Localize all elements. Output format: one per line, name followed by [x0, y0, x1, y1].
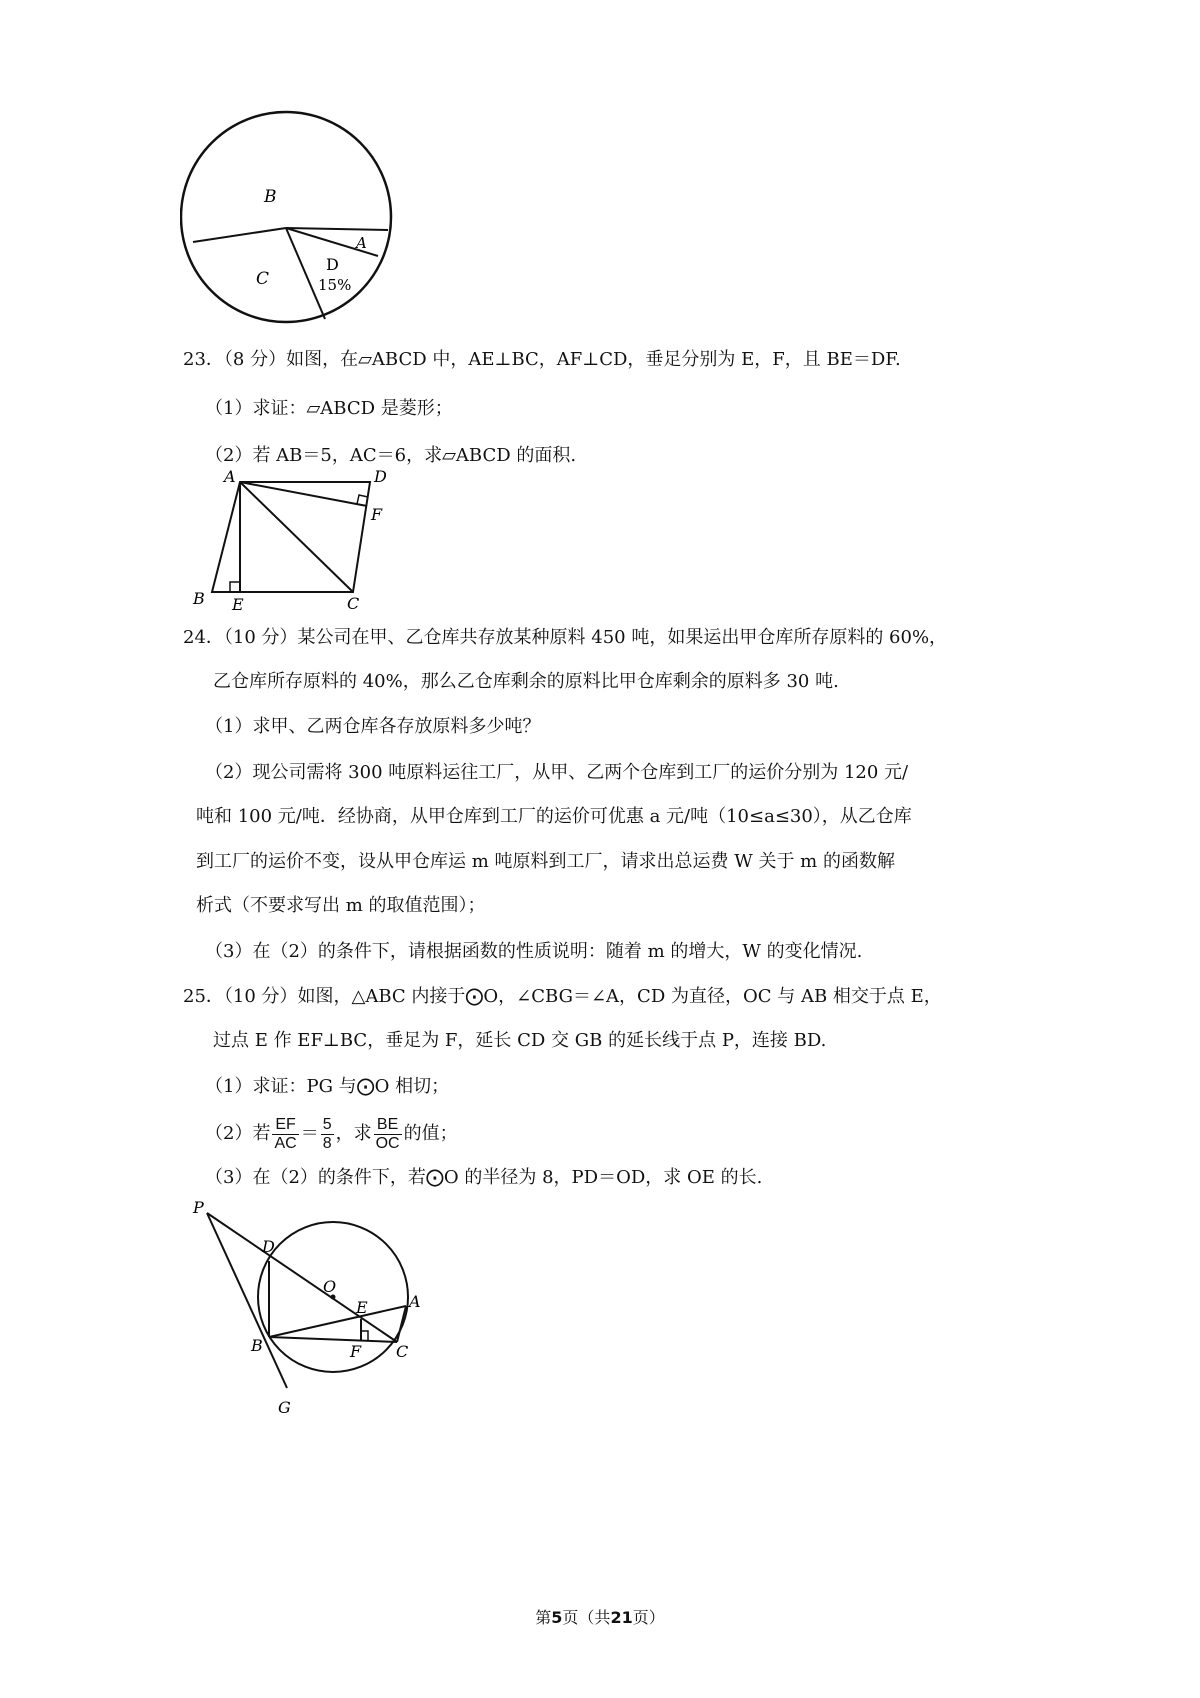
q24-part2-line1: （2）现公司需将 300 吨原料运往工厂，从甲、乙两个仓库到工厂的运价分别为 120 元/ — [205, 762, 909, 783]
q25-label-p: P — [193, 1198, 204, 1217]
q23-label-b: B — [193, 589, 205, 608]
q24-part1: （1）求甲、乙两仓库各存放原料多少吨？ — [205, 716, 541, 737]
pie-label-b: B — [264, 187, 277, 207]
q24-part3: （3）在（2）的条件下，请根据函数的性质说明：随着 m 的增大，W 的变化情况. — [205, 941, 863, 962]
pie-label-d-pct: 15% — [318, 276, 352, 294]
segment-ac — [240, 482, 353, 592]
fraction-ef-ac: $\frac{EF}{AC}$ — [274, 1115, 297, 1152]
pie-label-d: D — [326, 255, 339, 274]
q25-figure — [185, 1195, 435, 1425]
pie-radius-right — [286, 228, 388, 230]
q25-part2-pre: （2）若 — [205, 1123, 271, 1144]
pie-figure — [180, 90, 410, 340]
fraction-be-oc: $\frac{BE}{OC}$ — [375, 1115, 400, 1152]
q25-line2: 过点 E 作 EF⊥BC，垂足为 F，延长 CD 交 GB 的延长线于点 P，连接 BD. — [213, 1030, 827, 1051]
right-angle-e — [230, 582, 240, 592]
q23-label-d: D — [374, 467, 387, 486]
segment-ba — [269, 1306, 406, 1337]
page-number: 5 — [551, 1608, 563, 1627]
q23-part1: （1）求证：▱ABCD 是菱形； — [205, 398, 453, 419]
q23-label-c: C — [347, 594, 360, 613]
q24-part2-line4: 析式（不要求写出 m 的取值范围）； — [196, 895, 486, 916]
q23-label-e: E — [232, 595, 244, 614]
pie-radius-left — [193, 228, 286, 242]
pie-label-a: A — [356, 234, 367, 252]
q23-label-a: A — [224, 467, 236, 486]
q25-label-a: A — [409, 1292, 421, 1311]
page-total: 21 — [610, 1608, 633, 1627]
segment-ac — [397, 1306, 406, 1342]
pie-radius-bottom — [286, 228, 325, 319]
right-angle-f — [361, 1331, 368, 1341]
q24-part2-line3: 到工厂的运价不变，设从甲仓库运 m 吨原料到工厂，请求出总运费 W 关于 m 的函数解 — [196, 851, 895, 872]
segment-af — [240, 482, 367, 506]
q25-label-c: C — [396, 1342, 409, 1361]
q23-part2: （2）若 AB＝5，AC＝6，求▱ABCD 的面积. — [205, 445, 577, 466]
q23-label-f: F — [371, 505, 383, 524]
pie-circle — [181, 112, 391, 322]
q25-part3: （3）在（2）的条件下，若⨀O 的半径为 8，PD＝OD，求 OE 的长. — [205, 1167, 763, 1188]
parallelogram-abcd — [212, 482, 370, 592]
q25-label-e: E — [356, 1298, 368, 1317]
q24-part2-line2: 吨和 100 元/吨．经协商，从甲仓库到工厂的运价可优惠 a 元/吨（10≤a≤30），从乙仓库 — [196, 806, 912, 827]
q25-label-d: D — [262, 1237, 275, 1256]
q23-figure — [185, 462, 415, 617]
q24-line2: 乙仓库所存原料的 40%，那么乙仓库剩余的原料比甲仓库剩余的原料多 30 吨. — [213, 671, 839, 692]
q25-line1: 25．（10 分）如图，△ABC 内接于⨀O，∠CBG＝∠A，CD 为直径，OC 与 AB 相交于点 E， — [183, 986, 942, 1007]
q25-label-o: O — [323, 1277, 337, 1296]
page-footer: 第5页（共21页） — [535, 1608, 665, 1627]
q25-part1: （1）求证：PG 与⨀O 相切； — [205, 1076, 450, 1097]
segment-bc — [269, 1337, 397, 1342]
q25-label-g: G — [278, 1398, 291, 1417]
q25-part2: （2）若 $\frac{EF}{AC}$ ＝ $\frac{5}{8}$ ，求 $\frac{BE}{OC}$ 的值； — [205, 1115, 458, 1152]
pie-label-c: C — [256, 269, 270, 289]
q25-label-b: B — [251, 1336, 263, 1355]
q23-head: 23．（8 分）如图，在▱ABCD 中，AE⊥BC，AF⊥CD，垂足分别为 E，F，且 BE＝DF. — [183, 349, 901, 370]
q25-label-f: F — [350, 1342, 362, 1361]
q24-line1: 24．（10 分）某公司在甲、乙仓库共存放某种原料 450 吨，如果运出甲仓库所存原料的 60%， — [183, 627, 948, 648]
fraction-5-8: $\frac{5}{8}$ — [322, 1115, 332, 1152]
